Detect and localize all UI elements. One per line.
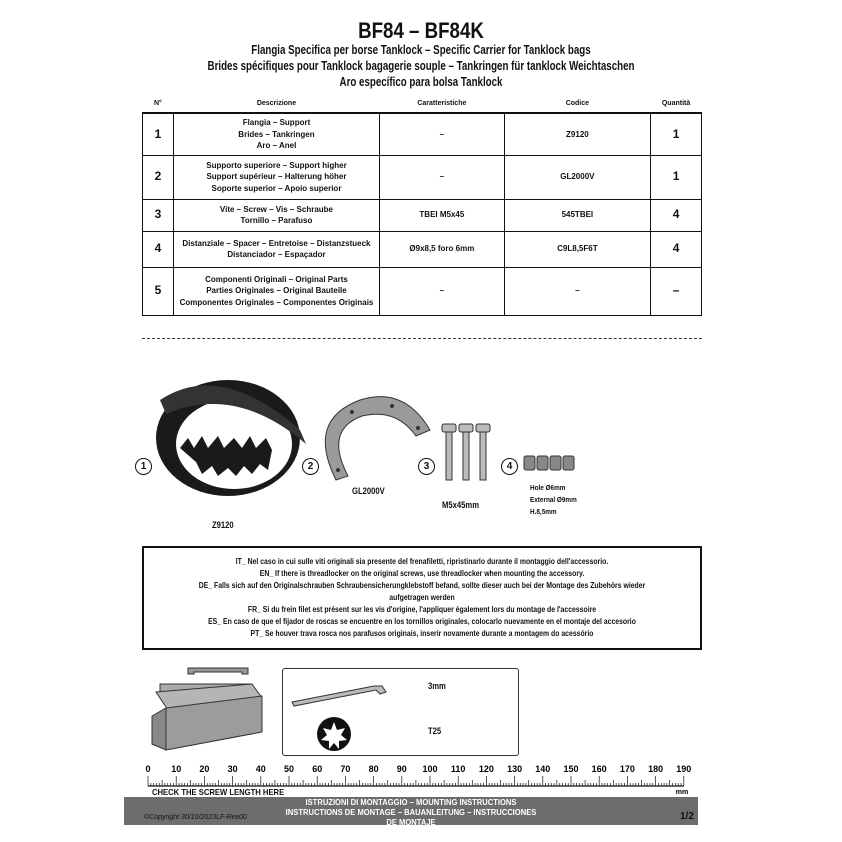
row-desc (173, 155, 379, 199)
note-it: IT_ Nel caso in cui sulle viti originali sia presente del frenafiletti, ripristinarlo durante il montaggio dell'accessorio. (235, 557, 609, 566)
note-es: ES_ En caso de que el fijador de roscas se encuentre en los tornillos originales, colocarlo nuevamente en el montaje del accesorio (208, 617, 636, 626)
table-row (143, 199, 702, 231)
subtitle-line-3: Aro específico para bolsa Tanklock (339, 75, 503, 89)
ruler-tick-label: 160 (591, 764, 607, 774)
ruler-tick-label: 40 (255, 764, 266, 774)
row-num: 5 (143, 267, 174, 315)
row-code: 545TBEI (504, 199, 650, 231)
torx-size: T25 (428, 726, 442, 736)
ruler-tick-label: 0 (145, 764, 151, 774)
desc-line: Parties Originales – Original Bauteile (206, 286, 347, 296)
spacer-spec-hole: Hole Ø6mm (530, 483, 566, 492)
ruler-tick-label: 20 (199, 764, 210, 774)
row-char: – (380, 155, 505, 199)
header-code: Codice (504, 94, 650, 113)
support-bracket-illustration (325, 397, 430, 480)
desc-line: Distanziale – Spacer – Entretoise – Distanzstueck (182, 238, 371, 248)
page-number: 1/2 (680, 811, 694, 822)
desc-line: Flangia – Support (242, 118, 311, 127)
spacer-spec-height: H.8,5mm (530, 507, 557, 516)
desc-line: Brides – Tankringen (238, 129, 315, 139)
ruler-tick-label: 50 (283, 764, 295, 774)
table-header-row (143, 94, 702, 113)
note-de-cont: aufgetragen werden (389, 593, 455, 602)
ruler-tick-label: 80 (368, 764, 379, 774)
row-code: C9L8,5F6T (504, 231, 650, 267)
ruler-tick-label: 110 (450, 764, 466, 774)
row-char: – (380, 267, 505, 315)
subtitle-line-2: Brides spécifiques pour Tanklock bagagerie souple – Tankringen für tanklock Weichtaschen (207, 59, 635, 73)
spacers-illustration (524, 456, 574, 470)
table-row (143, 113, 702, 155)
desc-line: Componentes Originales – Componentes Originais (179, 297, 374, 307)
ruler-tick-label: 140 (535, 764, 551, 774)
torx-icon (316, 716, 352, 752)
row-qty: 4 (651, 231, 702, 267)
row-char: Ø9x8,5 foro 6mm (380, 231, 505, 267)
footer-line-3: DE MONTAJE (386, 818, 436, 827)
table-row (143, 267, 702, 315)
allen-key-size: 3mm (428, 681, 446, 691)
ruler-unit: mm (675, 789, 689, 796)
part-3-code: M5x45mm (442, 500, 480, 510)
row-qty: 1 (651, 155, 702, 199)
header-char: Caratteristiche (380, 94, 505, 113)
desc-line: Supporto superiore – Support higher (206, 160, 347, 170)
row-qty: – (651, 267, 702, 315)
flange-ring-illustration (156, 380, 306, 496)
row-num: 2 (143, 155, 174, 199)
part-2-marker: 2 (302, 458, 319, 475)
document-title: BF84 – BF84K (358, 18, 484, 43)
header-qty: Quantità (651, 94, 702, 113)
row-desc (173, 113, 379, 155)
subtitle-line-1: Flangia Specifica per borse Tanklock – Specific Carrier for Tanklock bags (251, 43, 591, 57)
dashed-separator (142, 338, 702, 339)
ruler-tick-label: 10 (171, 764, 182, 774)
footer-line-2: INSTRUCTIONS DE MONTAGE – BAUANLEITUNG – INSTRUCCIONES (285, 808, 537, 817)
desc-line: Vite – Screw – Vis – Schraube (219, 204, 334, 214)
row-num: 3 (143, 199, 174, 231)
row-desc (173, 231, 379, 267)
copyright: ©Copyright 30/10/2023LF-Rev00 (144, 814, 247, 821)
part-4-marker: 4 (501, 458, 518, 475)
header-desc: Descrizione (173, 94, 379, 113)
footer-line-1: ISTRUZIONI DI MONTAGGIO – MOUNTING INSTRUCTIONS (305, 798, 517, 807)
note-pt: PT_ Se houver trava rosca nos parafusos originais, inserir novamente durante a montagem do acessório (250, 629, 594, 638)
ruler-tick-label: 60 (312, 764, 323, 774)
ruler-label: CHECK THE SCREW LENGTH HERE (152, 787, 285, 797)
ruler-tick-label: 100 (422, 764, 438, 774)
ruler-tick-label: 150 (563, 764, 579, 774)
desc-line: Soporte superior – Apoio superior (211, 183, 342, 193)
row-desc (173, 267, 379, 315)
spacer-spec-external: External Ø9mm (530, 495, 577, 504)
ruler-tick-label: 70 (340, 764, 351, 774)
ruler-tick-label: 30 (227, 764, 238, 774)
desc-line: Aro – Anel (256, 141, 297, 150)
desc-line: Support supérieur – Halterung höher (206, 172, 347, 182)
screws-illustration (442, 424, 490, 480)
row-code: Z9120 (504, 113, 650, 155)
parts-table (142, 94, 702, 316)
row-char: TBEI M5x45 (380, 199, 505, 231)
desc-line: Componenti Originali – Original Parts (205, 274, 348, 284)
header-num: N° (143, 94, 174, 113)
ruler-tick-label: 180 (648, 764, 664, 774)
part-1-marker: 1 (135, 458, 152, 475)
row-qty: 1 (651, 113, 702, 155)
ruler-tick-label: 130 (507, 764, 523, 774)
row-desc (173, 199, 379, 231)
part-1-code: Z9120 (212, 520, 234, 530)
row-char: – (380, 113, 505, 155)
allen-key-icon (290, 676, 390, 716)
ruler-tick-label: 120 (478, 764, 494, 774)
ruler-tick-label: 190 (676, 764, 692, 774)
row-num: 1 (143, 113, 174, 155)
part-3-marker: 3 (418, 458, 435, 475)
desc-line: Tornillo – Parafuso (240, 216, 313, 225)
note-fr: FR_ Si du frein filet est présent sur les vis d'origine, l'appliquer également lors du montage de l'accessoire (247, 605, 597, 614)
parts-illustration (0, 340, 842, 540)
ruler-tick-label: 170 (619, 764, 635, 774)
ruler-tick-label: 90 (396, 764, 407, 774)
note-de: DE_ Falls sich auf den Originalschrauben Schraubensicherungklebstoff befand, sollte dieser auch bei der Montage des Zubehörs wieder (198, 581, 646, 590)
table-row (143, 155, 702, 199)
note-en: EN_ If there is threadlocker on the original screws, use threadlocker when mounting the accessory. (259, 569, 585, 578)
part-2-code: GL2000V (352, 486, 385, 496)
desc-line: Distanciador – Espaçador (227, 250, 326, 259)
row-code: – (504, 267, 650, 315)
row-qty: 4 (651, 199, 702, 231)
table-row (143, 231, 702, 267)
row-num: 4 (143, 231, 174, 267)
row-code: GL2000V (504, 155, 650, 199)
toolbox-icon (148, 656, 288, 756)
threadlocker-notes (142, 546, 702, 650)
